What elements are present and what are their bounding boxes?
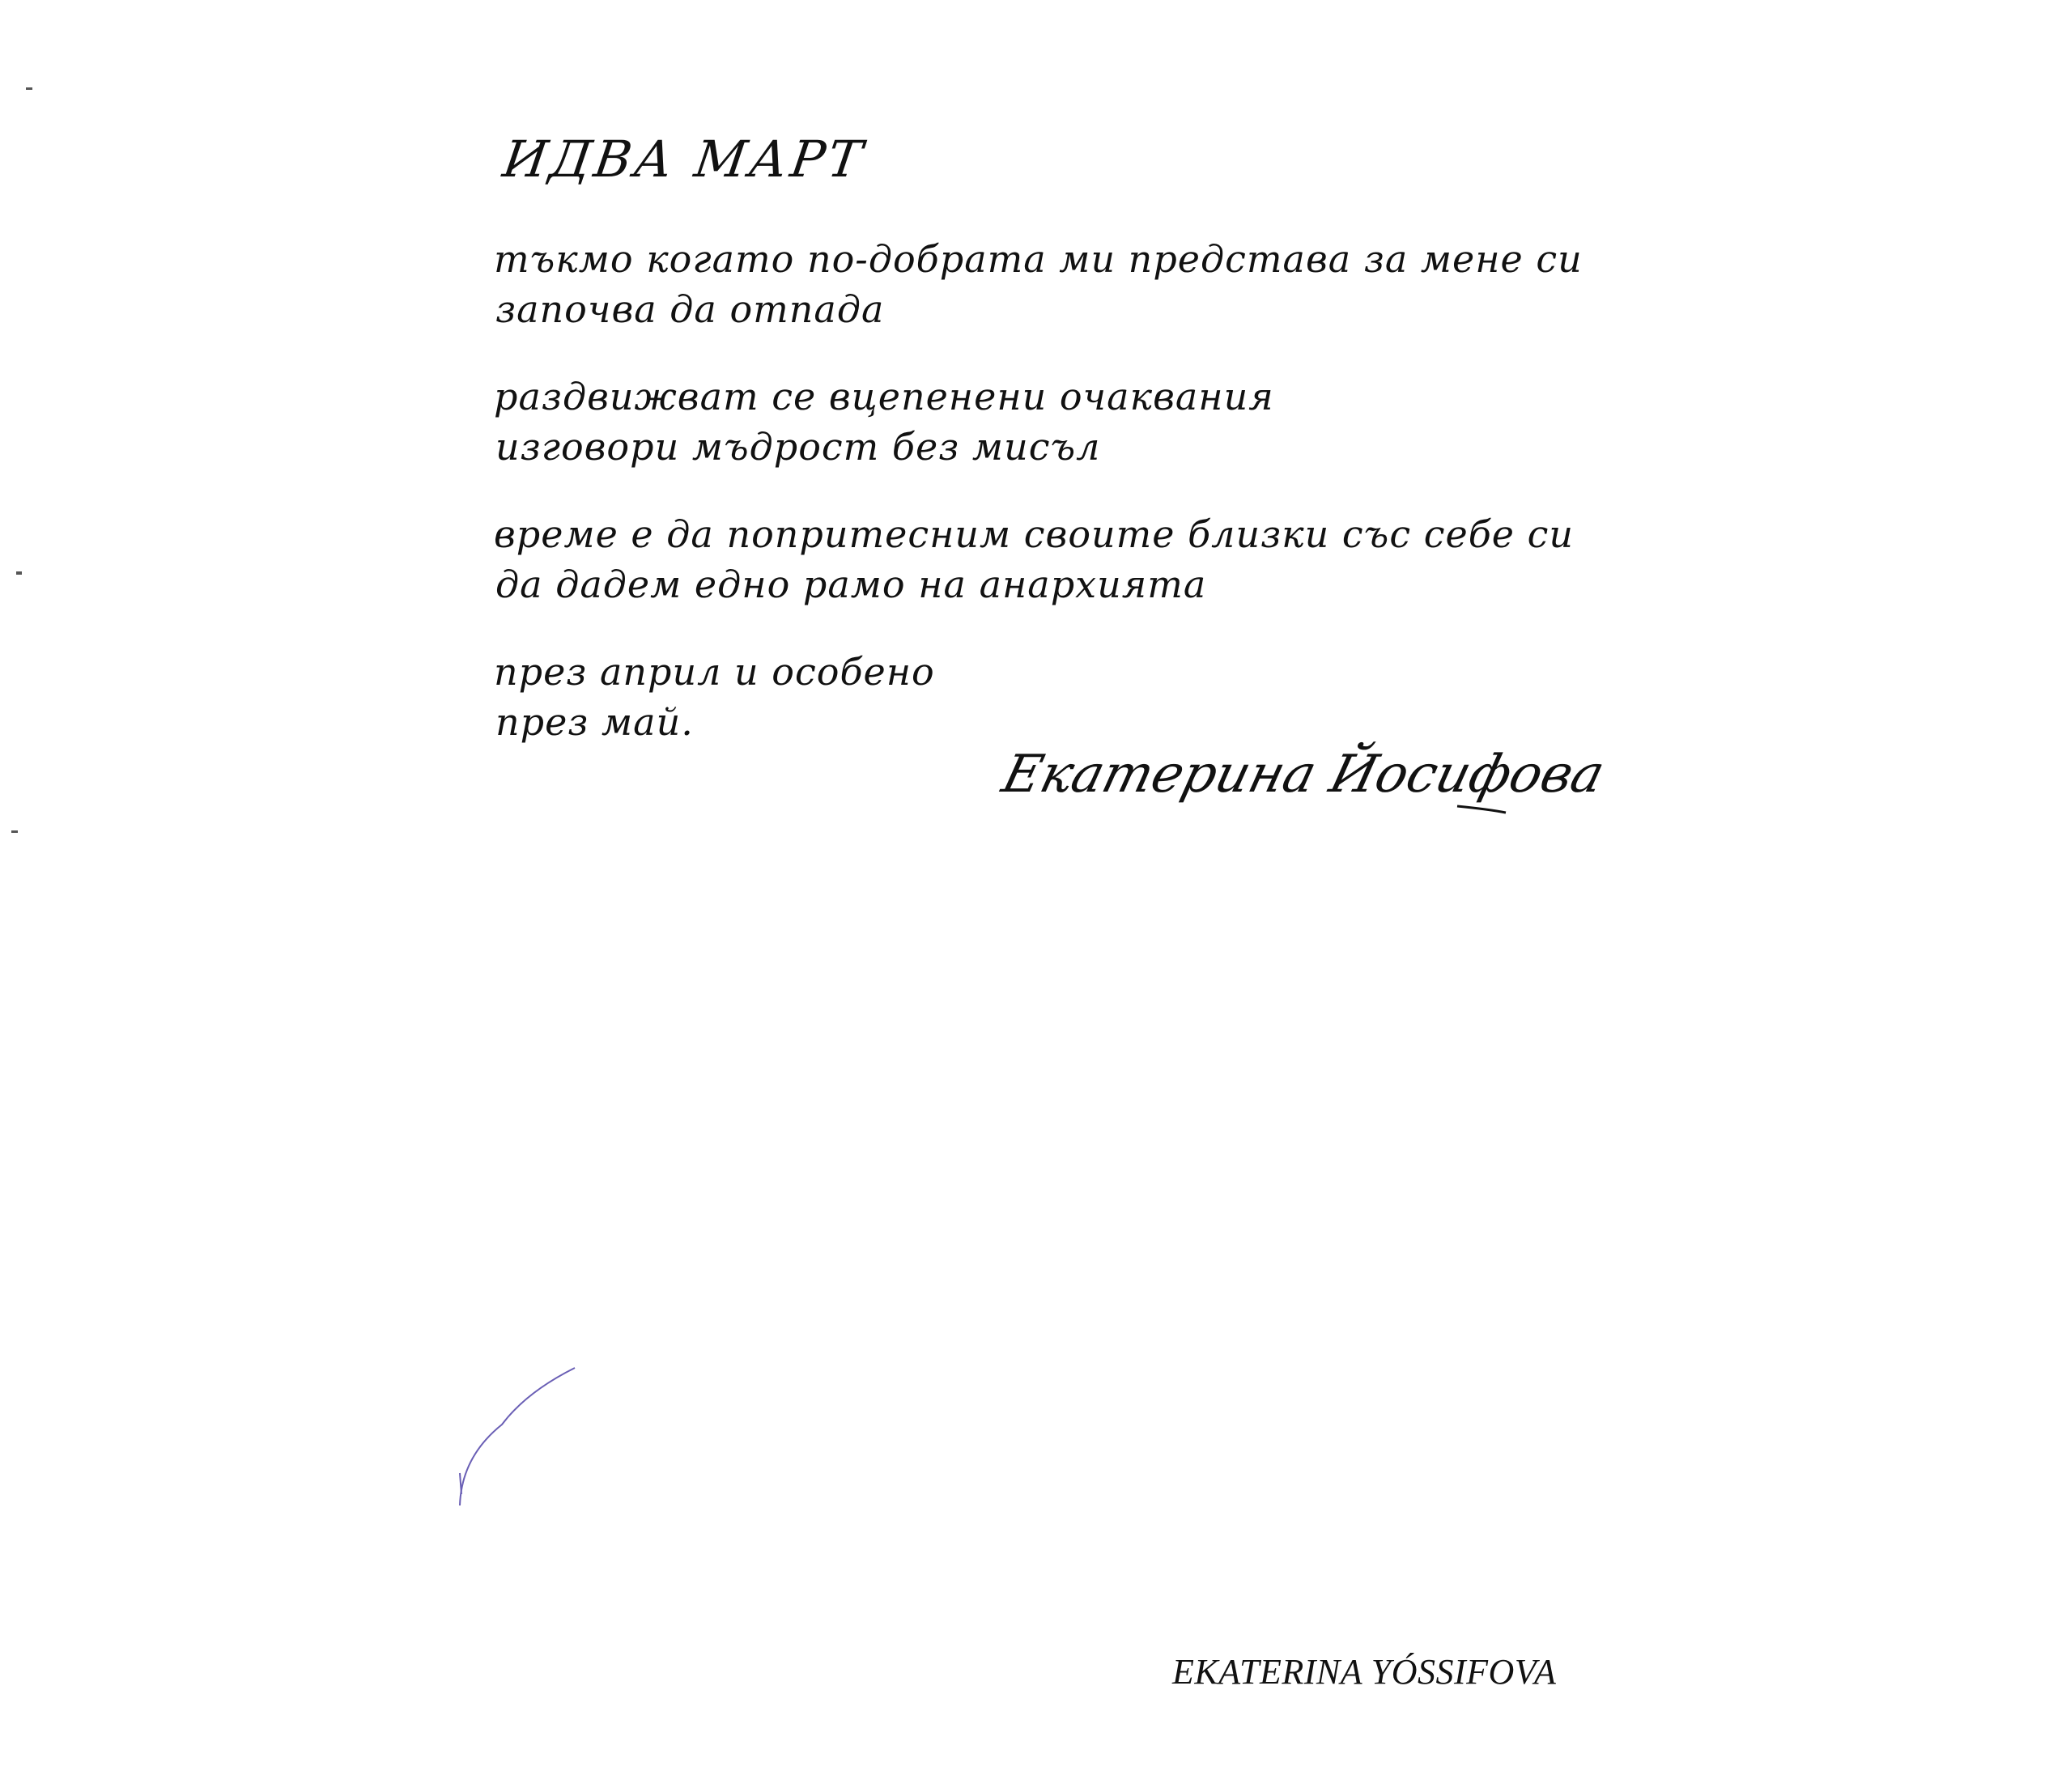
signature-text: Екатерина Йосифова <box>996 745 1611 805</box>
poem-line: започва да отпада <box>495 287 885 331</box>
signature-underline <box>1004 728 1522 842</box>
poem-line: тъкмо когато по-добрата ми представа за мене си <box>494 237 1583 281</box>
poem-line: време е да попритесним своите близки със себе си <box>494 512 1575 556</box>
poem-line: през май. <box>495 700 694 744</box>
poem-line: през април и особено <box>494 650 935 694</box>
stanza-1 <box>494 234 1668 334</box>
poem-line: изговори мъдрост без мисъл <box>495 425 1101 469</box>
scan-mark-top <box>26 87 32 90</box>
handwritten-signature <box>996 728 1611 842</box>
pen-stroke-mark <box>437 1352 599 1514</box>
poem-title: ИДВА МАРТ <box>499 130 869 189</box>
poem-line: да дадем едно рамо на анархията <box>495 563 1207 606</box>
scan-mark-middle <box>16 571 22 575</box>
stanza-3 <box>494 509 1668 609</box>
stanza-2 <box>494 372 1668 472</box>
author-name: EKATERINA YÓSSIFOVA <box>1172 1652 1557 1692</box>
scan-mark-lower <box>11 830 18 833</box>
poem <box>494 130 1668 784</box>
poem-line: раздвижват се вцепенени очаквания <box>494 375 1274 418</box>
